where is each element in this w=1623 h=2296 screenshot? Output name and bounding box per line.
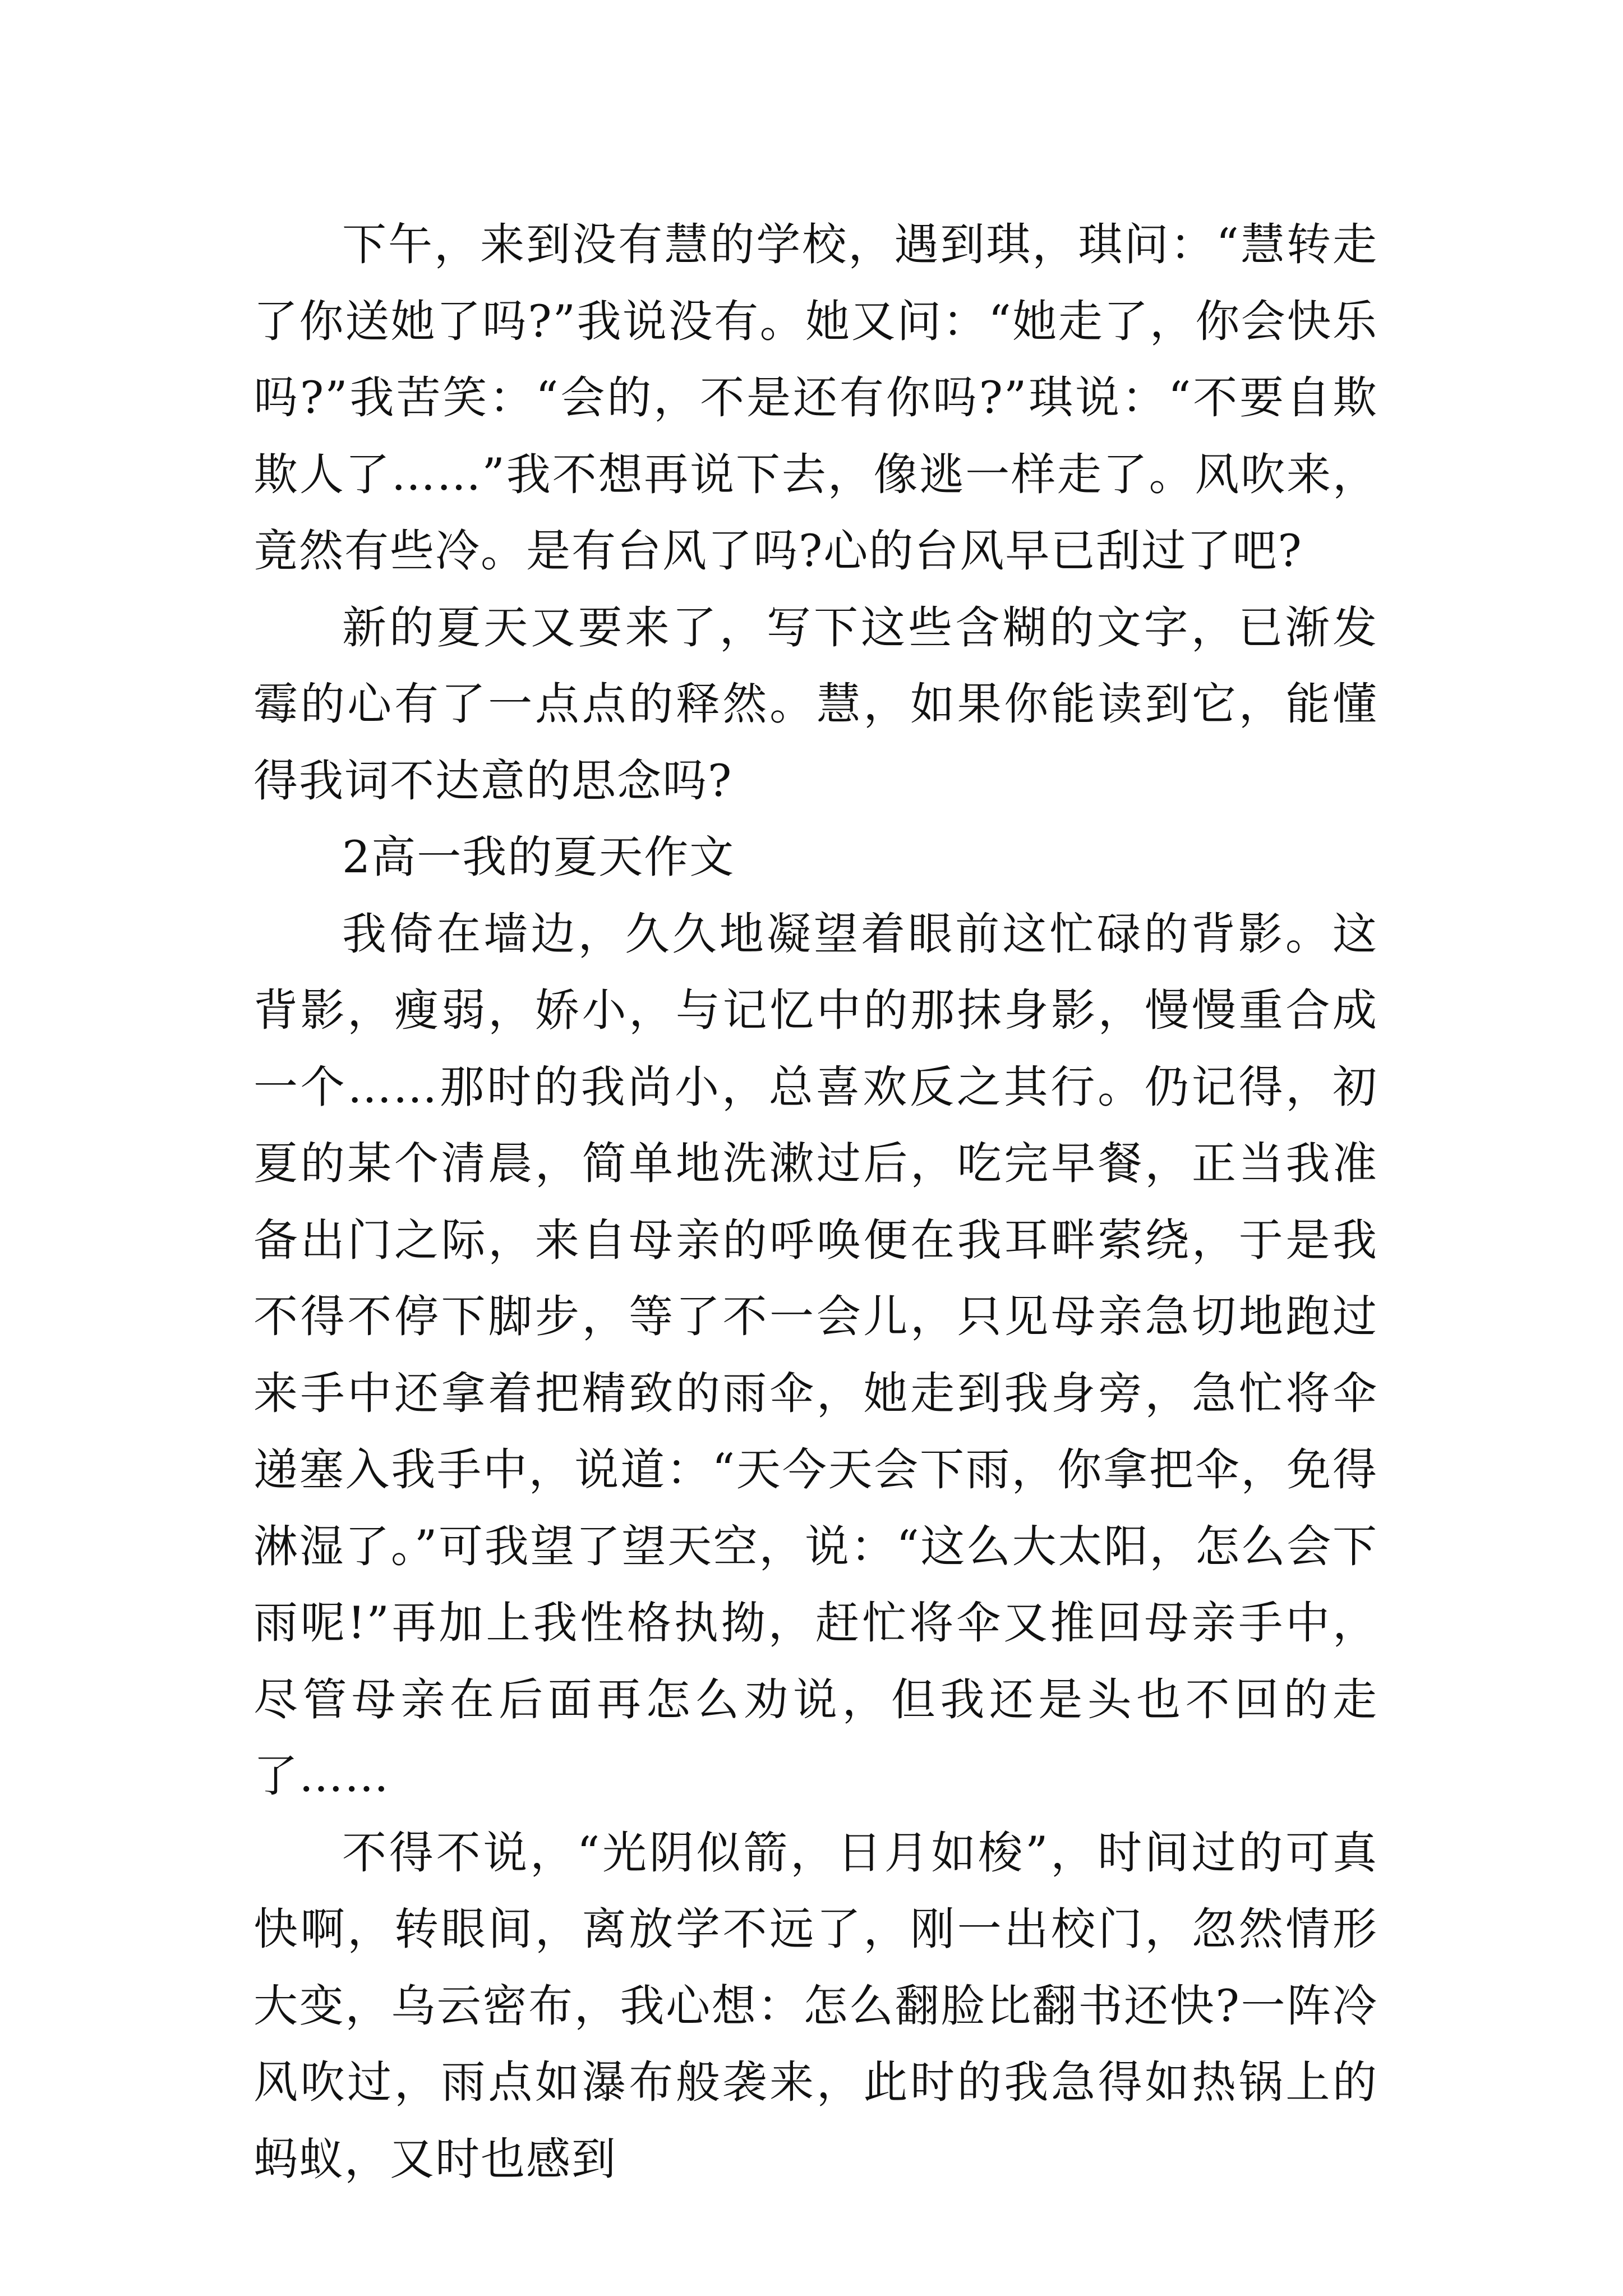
paragraph-new-summer: 新的夏天又要来了，写下这些含糊的文字，已渐发霉的心有了一点点的释然。慧，如果你能读到它，能懂得我词不达意的思念吗? xyxy=(253,601,1378,807)
section-heading: 2高一我的夏天作文 xyxy=(342,831,735,883)
paragraph-rain-after-school: 不得不说，“光阴似箭，日月如梭”，时间过的可真快啊，转眼间，离放学不远了，刚一出校门，忽然情形大变，乌云密布，我心想：怎么翻脸比翻书还快?一阵冷风吹过，雨点如瀑布般袭来，此时的我急得如热锅上的蚂蚁，又时也感到 xyxy=(253,1826,1378,2185)
document-body xyxy=(253,206,1378,2197)
paragraph-afternoon-school: 下午，来到没有慧的学校，遇到琪，琪问：“慧转走了你送她了吗?”我说没有。她又问：“她走了，你会快乐吗?”我苦笑：“会的，不是还有你吗?”琪说：“不要自欺欺人了……”我不想再说下去，像逃一样走了。风吹来，竟然有些冷。是有台风了吗?心的台风早已刮过了吧? xyxy=(253,219,1378,577)
paragraph-mother-umbrella: 我倚在墙边，久久地凝望着眼前这忙碌的背影。这背影，瘦弱，娇小，与记忆中的那抹身影，慢慢重合成一个……那时的我尚小，总喜欢反之其行。仍记得，初夏的某个清晨，简单地洗漱过后，吃完早餐，正当我准备出门之际，来自母亲的呼唤便在我耳畔萦绕，于是我不得不停下脚步，等了不一会儿，只见母亲急切地跑过来手中还拿着把精致的雨伞，她走到我身旁，急忙将伞递塞入我手中，说道：“天今天会下雨，你拿把伞，免得淋湿了。”可我望了望天空，说：“这么大太阳，怎么会下雨呢!”再加上我性格执拗，赶忙将伞又推回母亲手中，尽管母亲在后面再怎么劝说，但我还是头也不回的走了…… xyxy=(253,908,1378,1802)
